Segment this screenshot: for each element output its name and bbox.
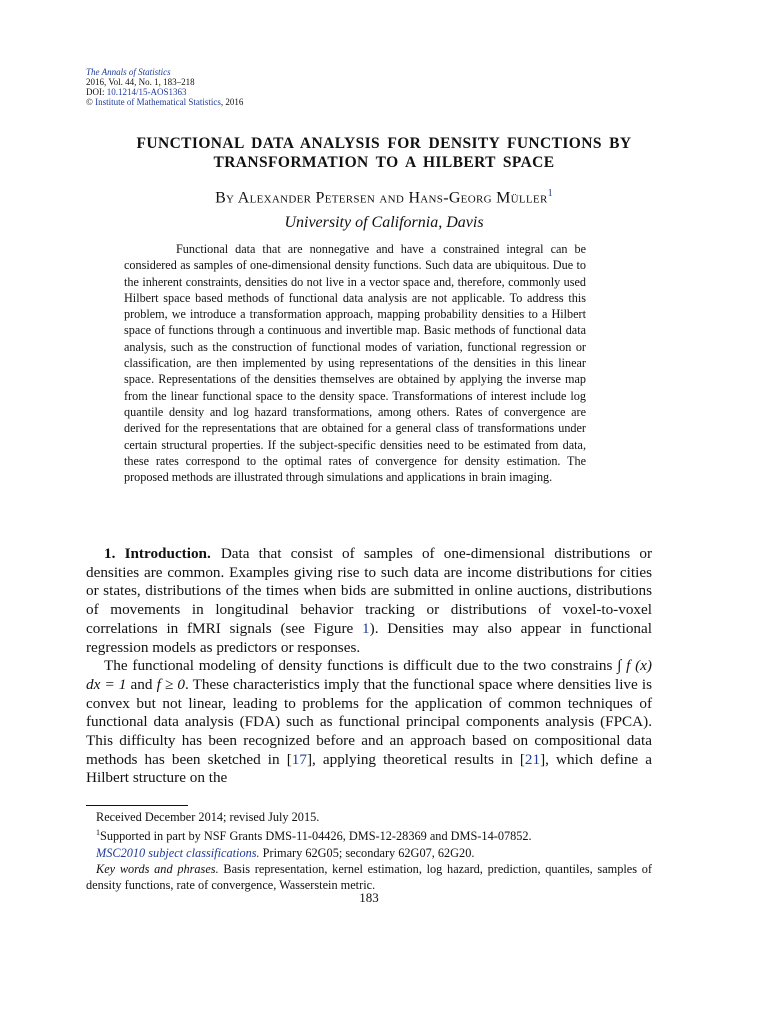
intro-text: . These characteristics imply that the functional space where densities live is convex but not linear, leading to problems for the application of common techniques of functional data analysis (FDA) such as functional principal components analysis (FPCA). This difficulty has been recognized before and an approach based on compositional data methods has been sketched in [ xyxy=(86,675,652,768)
integral-constraint-formula: ∫ f (x) dx = 1 xyxy=(86,657,652,693)
copyright-symbol: © xyxy=(86,97,96,107)
journal-name-link[interactable]: The Annals of Statistics xyxy=(86,67,171,77)
footnotes xyxy=(86,809,652,894)
section-heading: 1. Introduction. xyxy=(104,545,211,562)
ims-link[interactable]: Institute of Mathematical Statistics xyxy=(95,97,221,107)
citation-link-17[interactable]: 17 xyxy=(291,750,307,768)
author-footnote-link[interactable]: 1 xyxy=(547,188,553,199)
intro-text: and xyxy=(126,675,157,693)
received-note: Received December 2014; revised July 2015. xyxy=(96,810,320,824)
citation-link-21[interactable]: 21 xyxy=(524,750,541,768)
funding-text: Supported in part by NSF Grants DMS-11-04426, DMS-12-28369 and DMS-14-07852. xyxy=(100,829,532,844)
intro-text: ], applying theoretical results in [ xyxy=(306,750,525,768)
keywords-label: Key words and phrases. xyxy=(96,861,219,876)
author-line xyxy=(86,188,682,207)
doi-link[interactable]: 10.1214/15-AOS1363 xyxy=(106,87,187,97)
affiliation: University of California, Davis xyxy=(284,214,484,231)
nonnegativity-formula: f ≥ 0 xyxy=(156,675,185,693)
title-line-2: TRANSFORMATION TO A HILBERT SPACE xyxy=(213,154,555,171)
intro-paragraph-1 xyxy=(86,545,652,657)
abstract-text: Functional data that are nonnegative and have a constrained integral can be considered as samples of one-dimensional density functions. Such data are ubiquitous. Due to the inherent constraints, densities do not live in a vector space and, therefore, commonly used Hilbert space based methods of functional data analysis are not applicable. To address this problem, we introduce a transformation approach, mapping probability densities to a Hilbert space of functions through a continuous and invertible map. Basic methods of functional data analysis, such as the construction of functional modes of variation, functional regression or classification, are then implemented by using representations of the densities in this linear space. Representations of the densities themselves are obtained by applying the inverse map from the linear functional space to the density space. Transformations of interest include log quantile density and log hazard transformations, among others. Rates of convergence are derived for the representations that are obtained for a general class of transformations under certain structural properties. If the subject-specific densities need to be estimated from data, these rates correspond to the optimal rates of convergence for density estimation. The proposed methods are illustrated through simulations and applications in brain imaging. xyxy=(124,242,586,485)
volume-info: 2016, Vol. 44, No. 1, 183–218 xyxy=(86,77,195,87)
keywords xyxy=(86,861,652,894)
copyright-year: , 2016 xyxy=(220,97,244,107)
intro-text: Data that consist of samples of one-dimensional distributions or densities are common. Examples giving rise to such data are income distributions for cities or states, distributions of the times when bids are submitted in online auctions, distributions of movements in longitudinal behavior tracking or distributions of voxel-to-voxel correlations in fMRI signals (see Figure xyxy=(86,545,652,637)
msc-link[interactable]: MSC2010 subject classifications. xyxy=(96,845,260,860)
footnote-rule xyxy=(86,805,188,806)
paper-title xyxy=(86,134,682,172)
abstract xyxy=(124,241,586,485)
intro-text: ], which define a Hilbert structure on the xyxy=(86,750,652,787)
introduction-section xyxy=(86,545,652,788)
intro-paragraph-2 xyxy=(86,657,652,788)
page-number: 183 xyxy=(359,890,379,905)
msc-classification xyxy=(86,845,652,861)
msc-text: Primary 62G05; secondary 62G07, 62G20. xyxy=(259,845,475,860)
author-names: By Alexander Petersen and Hans-Georg Müller xyxy=(215,189,548,207)
footnote-mark: 1 xyxy=(96,828,100,838)
journal-header xyxy=(86,67,243,107)
keywords-text: Basis representation, kernel estimation, log hazard, prediction, quantiles, samples of density functions, rate of convergence, Wasserstein metric. xyxy=(86,861,652,893)
funding-footnote xyxy=(86,825,652,844)
intro-text: The functional modeling of density functions is difficult due to the two constrains xyxy=(104,657,618,675)
intro-text: ). Densities may also appear in functional regression models as predictors or responses. xyxy=(86,619,652,656)
doi-label: DOI: xyxy=(86,87,107,97)
figure-ref-link[interactable]: 1 xyxy=(362,619,370,637)
title-line-1: FUNCTIONAL DATA ANALYSIS FOR DENSITY FUNCTIONS BY xyxy=(136,135,632,152)
